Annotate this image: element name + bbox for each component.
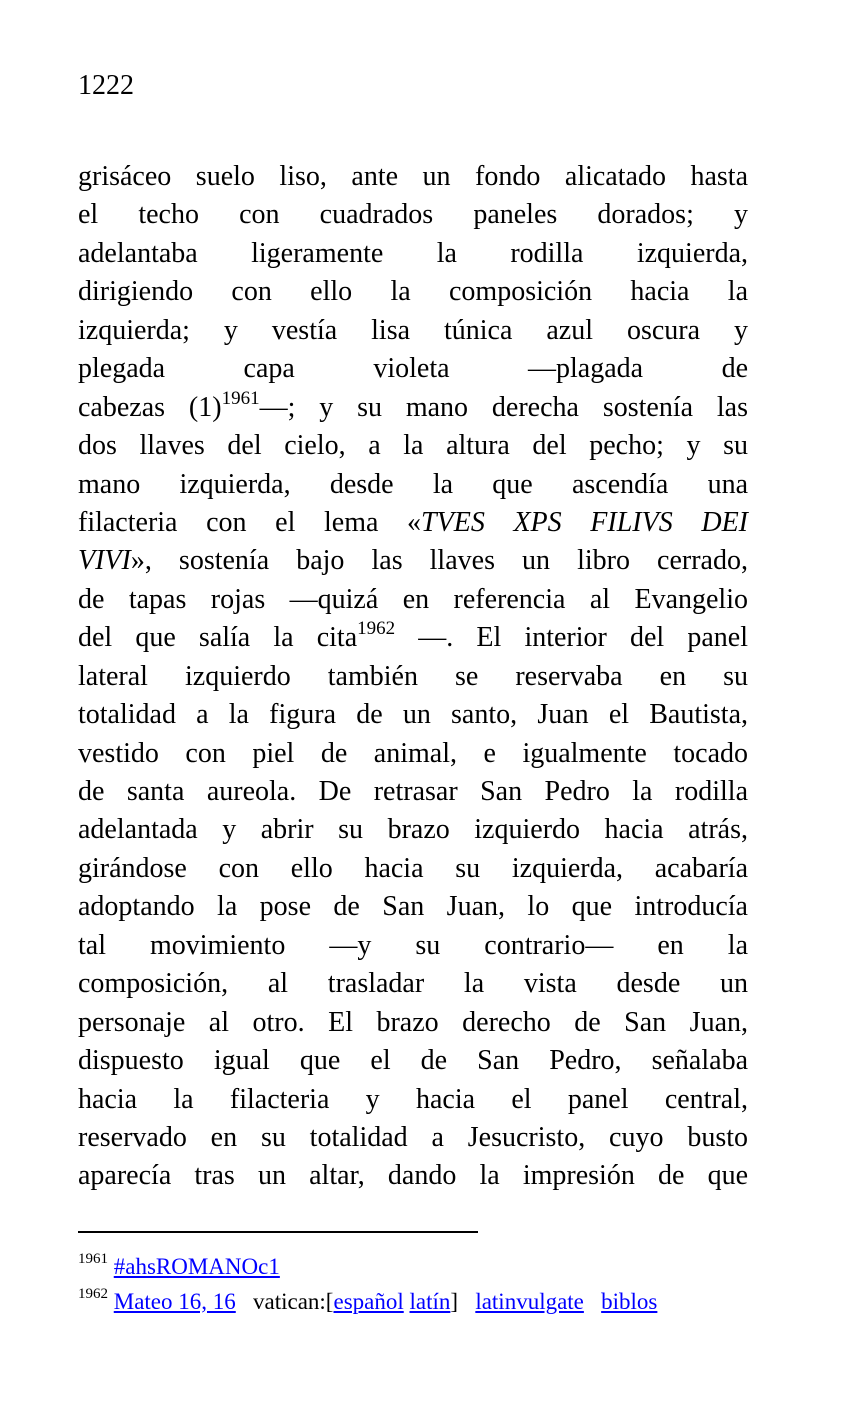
footnote <box>78 1250 788 1285</box>
text-line <box>78 389 748 427</box>
text-line <box>78 542 748 580</box>
text-line <box>78 312 748 350</box>
text-line <box>78 888 748 926</box>
text-line <box>78 158 748 196</box>
footnote <box>78 1285 788 1320</box>
text-segment: mano izquierda, desde la que ascendía una <box>78 468 748 500</box>
text-segment: », sostenía bajo las llaves un libro cerrado, <box>130 545 748 577</box>
text-segment: aparecía tras un altar, dando la impresión de que <box>78 1160 748 1192</box>
text-line <box>78 235 748 273</box>
text-line <box>78 658 748 696</box>
text-line <box>78 1157 748 1195</box>
footnote-number: 1962 <box>78 1285 108 1302</box>
text-segment: tal movimiento —y su contrario— en la <box>78 929 748 961</box>
text-line <box>78 735 748 773</box>
text-segment: el techo con cuadrados paneles dorados; y <box>78 199 748 231</box>
text-line <box>78 504 748 542</box>
text-line <box>78 927 748 965</box>
text-segment: plegada capa violeta —plagada de <box>78 353 748 385</box>
text-segment: izquierda; y vestía lisa túnica azul oscura y <box>78 314 748 346</box>
text-line <box>78 581 748 619</box>
text-line <box>78 350 748 388</box>
footnote-link[interactable]: latín <box>409 1288 451 1314</box>
text-segment: vatican:[ <box>235 1288 334 1314</box>
text-segment: filacteria con el lema « <box>78 506 422 538</box>
text-segment: totalidad a la figura de un santo, Juan el Bautista, <box>78 699 748 731</box>
text-segment: —; y su mano derecha sostenía las <box>259 391 749 423</box>
text-segment: de santa aureola. De retrasar San Pedro la rodilla <box>78 776 748 807</box>
text-segment <box>584 1289 601 1314</box>
text-segment: ] <box>450 1288 476 1314</box>
text-line <box>78 1081 748 1119</box>
text-line <box>78 773 748 811</box>
text-segment: dispuesto igual que el de San Pedro, señalaba <box>78 1045 748 1077</box>
footnote-separator <box>78 1231 478 1233</box>
text-segment: dirigiendo con ello la composición hacia la <box>78 276 748 308</box>
text-segment: cabezas (1) <box>78 391 222 423</box>
footnote-number: 1961 <box>78 1251 108 1267</box>
footnote-link[interactable]: latinvulgate <box>475 1288 584 1314</box>
latin-motto-text: TVES XPS FILIVS DEI <box>421 506 748 538</box>
text-segment: vestido con piel de animal, e igualmente tocado <box>78 737 748 769</box>
footnote-link[interactable]: biblos <box>601 1288 658 1314</box>
text-line <box>78 619 748 657</box>
text-line <box>78 1004 748 1042</box>
text-segment: adelantaba ligeramente la rodilla izquierda, <box>78 237 748 269</box>
text-line <box>78 273 748 311</box>
text-line <box>78 850 748 888</box>
footnote-ref: 1961 <box>221 387 260 409</box>
text-segment: adelantada y abrir su brazo izquierdo hacia atrás, <box>78 814 748 846</box>
page-number: 1222 <box>78 70 134 101</box>
footnote-ref: 1962 <box>357 618 396 640</box>
body-text <box>78 158 748 1196</box>
text-line <box>78 427 748 465</box>
text-segment: hacia la filacteria y hacia el panel central, <box>78 1083 748 1115</box>
text-line <box>78 965 748 1003</box>
text-segment: personaje al otro. El brazo derecho de San Juan, <box>78 1006 748 1038</box>
footnote-link[interactable]: Mateo 16, 16 <box>113 1288 236 1314</box>
latin-motto-text: VIVI <box>78 545 131 577</box>
text-line <box>78 1042 748 1080</box>
text-line <box>78 811 748 849</box>
text-line <box>78 696 748 734</box>
text-segment: adoptando la pose de San Juan, lo que introducía <box>78 891 748 923</box>
footnotes <box>78 1250 788 1319</box>
text-segment: reservado en su totalidad a Jesucristo, cuyo busto <box>78 1121 748 1153</box>
text-segment: composición, al trasladar la vista desde un <box>78 968 748 1000</box>
text-line <box>78 196 748 234</box>
text-line <box>78 466 748 504</box>
footnote-link[interactable]: #ahsROMANOc1 <box>113 1254 280 1279</box>
text-segment: —. El interior del panel <box>395 622 748 654</box>
footnote-link[interactable]: español <box>333 1288 404 1314</box>
text-segment: girándose con ello hacia su izquierda, acabaría <box>78 852 748 884</box>
text-segment: lateral izquierdo también se reservaba en su <box>78 660 748 692</box>
text-segment: grisáceo suelo liso, ante un fondo alicatado hasta <box>78 161 748 192</box>
text-segment: dos llaves del cielo, a la altura del pecho; y su <box>78 430 748 462</box>
text-line <box>78 1119 748 1157</box>
text-segment: de tapas rojas —quizá en referencia al Evangelio <box>78 583 748 615</box>
text-segment: del que salía la cita <box>78 622 358 654</box>
